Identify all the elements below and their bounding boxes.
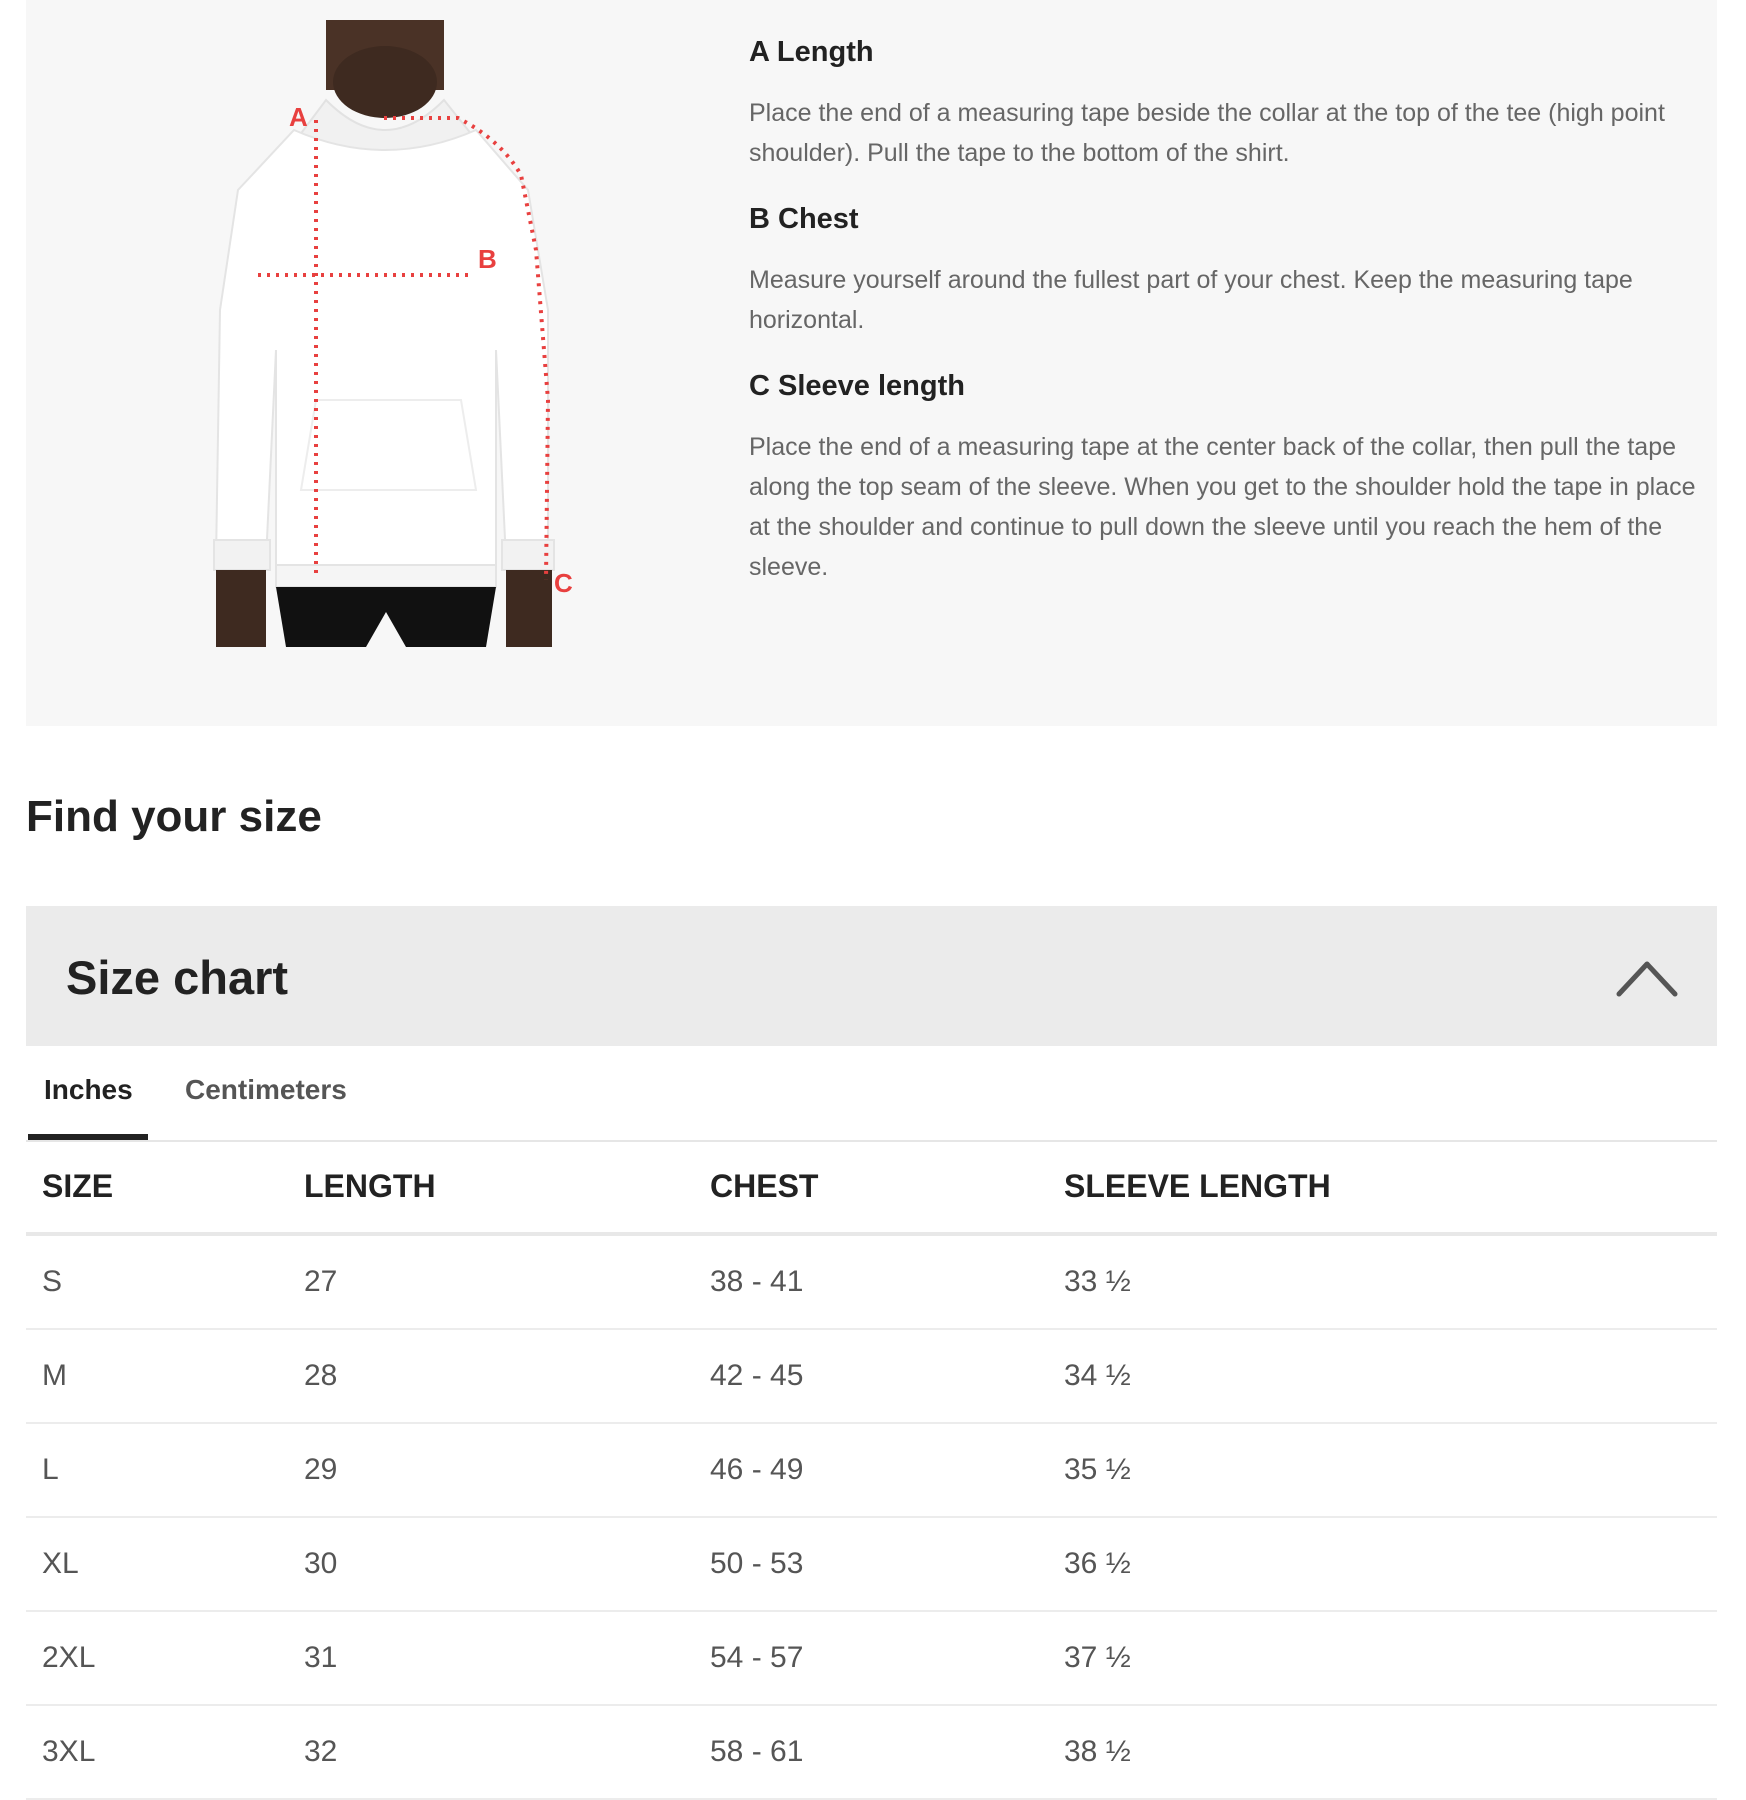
size-cell: M <box>26 1329 288 1423</box>
table-row <box>26 1329 1717 1423</box>
chest-cell: 58 - 61 <box>694 1705 1048 1799</box>
chest-heading: B Chest <box>749 203 859 235</box>
table-row <box>26 1705 1717 1799</box>
hoodie-body <box>216 130 548 570</box>
table-row <box>26 1517 1717 1611</box>
measuring-guide-panel <box>26 0 1717 726</box>
chest-description: Measure yourself around the fullest part of your chest. Keep the measuring tape horizontal. <box>749 266 1633 334</box>
marker-a-label: A <box>289 102 308 132</box>
marker-c-label: C <box>554 568 573 598</box>
chest-cell: 46 - 49 <box>694 1423 1048 1517</box>
sleeve-length-description: Place the end of a measuring tape at the center back of the collar, then pull the tape along the top seam of the sleeve. When you get to the shoulder hold the tape in place at the shoulder and continue to pull down the sleeve until you reach the hem of the sleeve. <box>749 433 1696 581</box>
size-chart-table <box>26 1140 1717 1800</box>
length-description: Place the end of a measuring tape beside the collar at the top of the tee (high point shoulder). Pull the tape to the bottom of the shirt. <box>749 99 1665 167</box>
sleeve-length-heading: C Sleeve length <box>749 370 965 402</box>
size-cell: 2XL <box>26 1611 288 1705</box>
unit-tabs <box>26 1046 1717 1142</box>
length-cell: 28 <box>288 1329 694 1423</box>
marker-b-label: B <box>478 244 497 274</box>
sleeve-length-cell: 35 ½ <box>1048 1423 1717 1517</box>
chevron-up-icon[interactable] <box>1615 958 1679 998</box>
chest-cell: 42 - 45 <box>694 1329 1048 1423</box>
measurement-instructions <box>749 36 1709 617</box>
chest-cell: 54 - 57 <box>694 1611 1048 1705</box>
length-cell: 27 <box>288 1234 694 1329</box>
size-chart-title: Size chart <box>66 951 289 1004</box>
length-cell: 30 <box>288 1517 694 1611</box>
sleeve-length-cell: 33 ½ <box>1048 1234 1717 1329</box>
column-header-size: SIZE <box>26 1140 288 1234</box>
sleeve-length-cell: 38 ½ <box>1048 1705 1717 1799</box>
model-face <box>333 46 437 118</box>
hoodie-measurement-figure <box>176 20 626 647</box>
sleeve-length-cell: 36 ½ <box>1048 1517 1717 1611</box>
length-heading: A Length <box>749 36 874 68</box>
sleeve-length-cell: 34 ½ <box>1048 1329 1717 1423</box>
table-row <box>26 1611 1717 1705</box>
size-cell: S <box>26 1234 288 1329</box>
table-row <box>26 1234 1717 1329</box>
table-row <box>26 1423 1717 1517</box>
size-cell: 3XL <box>26 1705 288 1799</box>
chest-cell: 50 - 53 <box>694 1517 1048 1611</box>
chest-cell: 38 - 41 <box>694 1234 1048 1329</box>
model-pants <box>276 587 496 647</box>
column-header-length: LENGTH <box>288 1140 694 1234</box>
column-header-sleeve-length: SLEEVE LENGTH <box>1048 1140 1717 1234</box>
tab-inches[interactable]: Inches <box>44 1074 133 1105</box>
sleeve-length-cell: 37 ½ <box>1048 1611 1717 1705</box>
size-cell: XL <box>26 1517 288 1611</box>
find-your-size-heading: Find your size <box>26 792 322 841</box>
column-header-chest: CHEST <box>694 1140 1048 1234</box>
table-header-row <box>26 1140 1717 1234</box>
tab-centimeters[interactable]: Centimeters <box>185 1074 347 1105</box>
length-cell: 29 <box>288 1423 694 1517</box>
length-cell: 31 <box>288 1611 694 1705</box>
size-cell: L <box>26 1423 288 1517</box>
size-chart-accordion-header[interactable] <box>26 906 1717 1046</box>
length-cell: 32 <box>288 1705 694 1799</box>
hoodie-illustration <box>176 20 626 647</box>
